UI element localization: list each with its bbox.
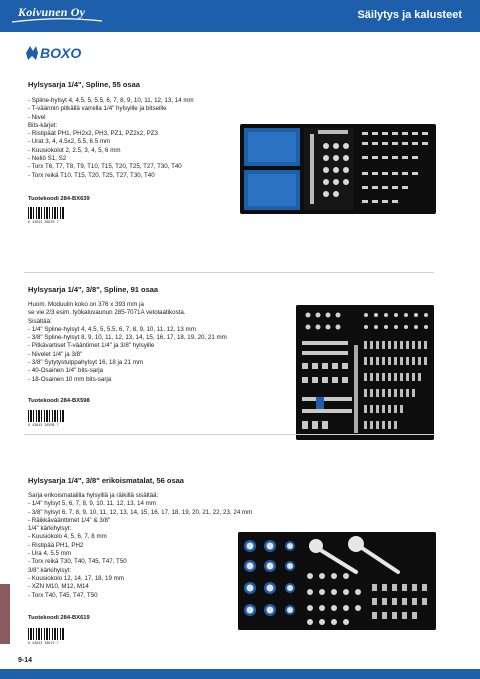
product-1-line: - Nivel [28,113,46,121]
tray-2-illustration [296,305,434,440]
boxo-logo-text: BOXO [40,45,82,61]
product-2-line: - Pitkävartiset T-vääntimet 1/4" ja 3/8" hylsyille [28,342,155,350]
section-title: Säilytys ja kalusteet [357,9,462,21]
product-1-line: - Kuusiokolot 2, 2.5, 3, 4, 5, 6 mm [28,146,121,154]
boxo-logo-icon [24,44,90,62]
product-3-barcode [28,628,64,646]
product-2-line: - 3/8" Spline-hylsyt 8, 9, 10, 11, 12, 13, 14, 15, 16, 17, 18, 19, 20, 21 mm [28,334,227,342]
product-1-line: - Neliö S1, S2 [28,155,67,163]
tray-1-illustration [240,124,436,214]
product-1-tray-image [240,124,436,214]
product-2-title: Hylsysarja 1/4", 3/8", Spline, 91 osaa [28,285,159,294]
company-logo-text: Koivunen Oy [18,5,86,19]
product-1-barcode-number: 6 43643 28639 7 [28,220,59,224]
product-2-line: - 3/8" Sytytystulppahylsyt 16, 18 ja 21 mm [28,359,143,367]
product-3-line: - XZN M10, M12, M14 [28,583,89,591]
product-2-line: - 18-Osainen 10 mm bits-sarja [28,375,112,383]
product-1-code: Tuotekoodi 284-BX639 [28,196,90,202]
product-3-line: 1/4" kärkihylsyt: [28,525,72,533]
product-1-line: - Ristipäät PH1, PH2x2, PH3, PZ1, PZ2x2, PZ3 [28,130,158,138]
product-3-line: - 1/4" hylsyt 5, 6, 7, 8, 9, 10, 11, 12, 13, 14 mm [28,500,156,508]
product-2-line: se vie 2/3 esim. työkaluvaunun 285-7071A vetolaatikosta. [28,309,186,317]
product-2-tray-image [296,305,434,440]
product-1-barcode [28,207,64,225]
logo-swoosh-icon [12,18,102,24]
product-1-line: - Spline-hylsyt 4, 4.5, 5, 5.5, 6, 7, 8, 9, 10, 11, 12, 13, 14 mm [28,97,194,104]
product-3-line: - Räikkäväänttimet 1/4" & 3/8" [28,516,111,524]
barcode-bars [28,410,64,422]
footer-bar [0,669,480,679]
product-2-description [28,301,227,384]
product-3-barcode-number: 6 43643 28619 7 [28,641,59,645]
product-3-line: - Ura 4, 5.5 mm [28,550,71,558]
product-1-line: - T-väännin pitkällä varrella 1/4" hylsyille ja bitseille [28,105,167,113]
product-2-line: - 40-Osainen 1/4" bits-sarja [28,367,104,375]
product-3-line: - Kuusiokolo 12, 14, 17, 18, 19 mm [28,574,124,582]
product-3-line: - Torx reikä T30, T40, T45, T47, T50 [28,558,127,566]
product-3-description [28,492,252,600]
product-3-tray-image [238,532,436,630]
product-3-code: Tuotekoodi 284-BX619 [28,615,90,621]
product-3-title: Hylsysarja 1/4", 3/8" erikoismatalat, 56 osaa [28,476,184,485]
product-3-line: Sarja erikoismatalilla hylsyillä ja räikillä sisältää: [28,492,159,499]
chapter-side-tab [0,584,10,644]
company-logo [18,5,85,20]
barcode-bars [28,628,64,640]
boxo-brand-logo [24,44,90,67]
product-2-barcode [28,410,64,428]
product-1-line: - Torx reikä T10, T15, T20, T25, T27, T30, T40 [28,171,155,179]
product-1-description [28,97,194,180]
page-number: 9-14 [18,657,33,664]
tray-3-illustration [238,532,436,630]
product-2-line: - 1/4" Spline-hylsyt 4, 4.5, 5, 5.5, 6, 7, 8, 9, 10, 11, 12, 13 mm [28,325,196,333]
product-1-line: - Torx T6, T7, T8, T9, T10, T15, T20, T25, T27, T30, T40 [28,163,182,171]
product-2-line: - Nivelet 1/4" ja 3/8" [28,350,83,358]
header-bar [0,0,480,32]
product-2-line: Huom. Moduulin koko on 376 x 393 mm ja [28,301,144,308]
product-1-line: Bits-kärjet: [28,121,58,129]
product-3-line: - Kuusiokolo 4, 5, 6, 7, 8 mm [28,533,107,541]
product-3-line: - Torx T40, T45, T47, T50 [28,591,98,599]
product-3-line: 3/8" kärkihylsyt: [28,566,72,574]
section-divider [24,434,434,435]
product-1-title: Hylsysarja 1/4", Spline, 55 osaa [28,80,140,89]
product-3-line: - Ristipää PH1, PH2 [28,541,84,549]
product-2-code: Tuotekoodi 284-BX598 [28,398,90,404]
section-divider [24,272,434,273]
product-2-line: Sisältää: [28,317,52,325]
barcode-bars [28,207,64,219]
product-2-barcode-number: 6 43643 28598 7 [28,423,59,427]
product-1-line: - Urat 3, 4, 4.5x2, 5.5, 6.5 mm [28,138,111,146]
product-3-line: - 3/8" hylsyt 6, 7, 8, 9, 10, 11, 12, 13, 14, 15, 16, 17, 18, 19, 20, 21, 22, 23, 24 mm [28,508,253,516]
